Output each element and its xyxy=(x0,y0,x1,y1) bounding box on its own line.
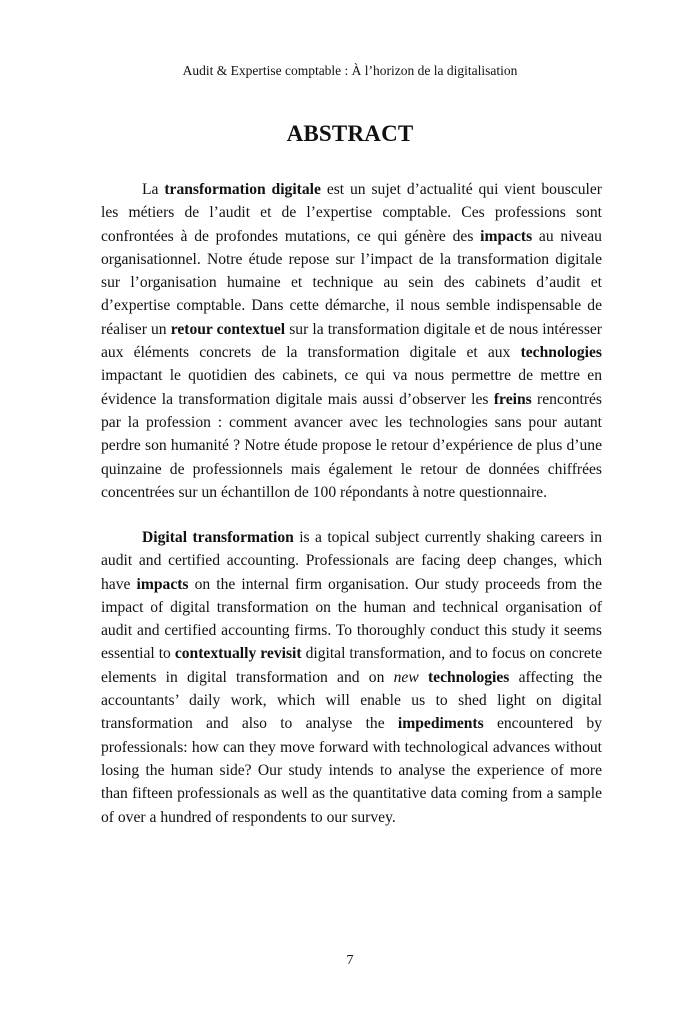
text-run: impactant le quotidien des cabinets, ce qui va nous permettre de mettre en évidence la transformation digitale mais aussi d’observer les xyxy=(101,367,602,408)
abstract-paragraph-french xyxy=(101,178,602,504)
emphasis-term: retour contextuel xyxy=(170,320,286,338)
text-run: est un sujet d’actualité qui vient bousculer les métiers de l’audit et de l’expertise comptable. Ces professions sont confrontées à de profondes mutations, ce qui génère des xyxy=(101,181,602,245)
running-header: Audit & Expertise comptable : À l’horizon de la digitalisation xyxy=(182,63,518,78)
text-run: sur la transformation digitale et de nous intéresser aux éléments concrets de la transformation digitale et aux xyxy=(101,320,603,362)
text-run: on the internal firm organisation. Our study proceeds from the impact of digital transformation on the human and technical organisation of audit and certified accounting firms. To thoroughly conduct this study it seems essential to xyxy=(101,575,602,663)
text-run: is a topical subject currently shaking careers in audit and certified accounting. Professionals are facing deep changes, which have xyxy=(101,529,602,593)
emphasis-term: technologies xyxy=(520,344,602,362)
emphasis-term: Digital transformation xyxy=(142,529,294,546)
emphasis-term: freins xyxy=(493,390,532,408)
emphasis-term: impacts xyxy=(136,575,189,593)
emphasis-term: technologies xyxy=(427,668,510,686)
abstract-title: ABSTRACT xyxy=(286,121,414,146)
text-run: au niveau organisationnel. Notre étude repose sur l’impact de la transformation digitale sur l’organisation humaine et technique au sein des cabinets d’audit et d’expertise comptable. Dans cette démarche, il nous semble indispensable de réaliser un xyxy=(101,227,602,338)
text-run: encountered by professionals: how can they move forward with technological advances without losing the human side? Our study intends to analyse the experience of more than fifteen professionals as well as the quantitative data coming from a sample of over a hundred of respondents to our survey. xyxy=(101,715,602,826)
emphasis-term: impacts xyxy=(480,227,533,245)
abstract-paragraph-english xyxy=(101,526,602,829)
emphasis-term: contextually revisit xyxy=(174,645,302,663)
emphasis-term: transformation digitale xyxy=(164,181,321,198)
italic-term: new xyxy=(393,668,419,686)
text-run: affecting the accountants’ daily work, which will enable us to shed light on digital transformation and also to analyse the xyxy=(101,668,602,733)
emphasis-term: impediments xyxy=(397,715,484,733)
page-number: 7 xyxy=(346,953,354,968)
text-run: digital transformation, and to focus on concrete elements in digital transformation and on xyxy=(101,645,602,686)
text-run: rencontrés par la profession : comment avancer avec les technologies sans pour autant perdre son humanité ? Notre étude propose le retour d’expérience de plus d’une quinzaine de professionnels mais également le retour de données chiffrées concentrées sur un échantillon de 100 répondants à notre questionnaire. xyxy=(101,390,603,501)
text-run xyxy=(419,669,428,686)
text-run: La xyxy=(142,181,165,198)
